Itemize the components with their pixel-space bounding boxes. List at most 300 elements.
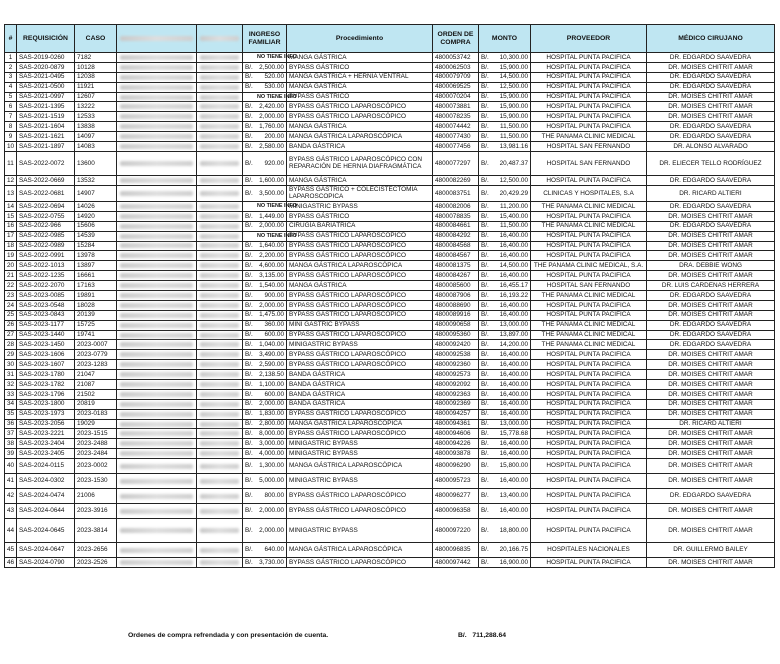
ingreso-amount: 1,830.00	[259, 410, 284, 418]
orden-cell	[433, 300, 479, 310]
orden-cell	[433, 122, 479, 132]
caso-text: 2023-0183	[77, 410, 108, 418]
proveedor-cell	[531, 380, 647, 390]
redacted-block	[200, 479, 239, 484]
caso-cell	[75, 122, 117, 132]
row-number	[5, 519, 17, 543]
medico-cell	[647, 102, 775, 112]
ingreso-currency: B/.	[245, 242, 253, 250]
proveedor-text: HOSPITAL PUNTA PACIFICA	[546, 507, 631, 515]
orden-compra-text: 4800094257	[435, 410, 471, 418]
procedimiento-text: BYPASS GÁSTRICO LAPAROSCÓPICO	[289, 301, 406, 309]
orden-cell	[433, 409, 479, 419]
ingreso-currency: B/.	[245, 492, 253, 500]
procedimiento-text: MANGA GÁSTRICA LAPAROSCÓPICA	[289, 546, 403, 554]
redacted-name-cell	[117, 281, 197, 291]
ingreso-currency: B/.	[245, 360, 253, 368]
ingreso-cell	[243, 489, 287, 504]
requisicion-text: SAS-2023-1440	[19, 331, 65, 339]
redacted-block	[120, 191, 193, 196]
procedimiento-cell	[287, 439, 433, 449]
redacted-name-cell	[117, 399, 197, 409]
procedimiento-cell	[287, 175, 433, 185]
requisicion-text: SAS-2022-966	[19, 222, 61, 230]
medico-cell	[647, 489, 775, 504]
orden-cell	[433, 231, 479, 241]
caso-cell	[75, 102, 117, 112]
table-row	[5, 82, 775, 92]
redacted-id-cell	[197, 320, 243, 330]
row-number	[5, 543, 17, 558]
orden-compra-text: 4800084292	[435, 232, 471, 240]
proveedor-text: THE PANAMA CLINIC MEDICAL	[541, 321, 636, 329]
ingreso-cell	[243, 474, 287, 489]
ingreso-amount: 360.00	[264, 321, 284, 329]
table-row	[5, 504, 775, 519]
caso-cell	[75, 439, 117, 449]
monto-amount: 16,400.00	[499, 301, 528, 309]
monto-amount: 16,400.00	[499, 449, 528, 457]
redacted-name-cell	[117, 92, 197, 102]
procedimiento-cell	[287, 185, 433, 201]
orden-cell	[433, 151, 479, 175]
row-number	[5, 291, 17, 301]
caso-cell	[75, 519, 117, 543]
proveedor-cell	[531, 330, 647, 340]
orden-compra-text: 4800078835	[435, 212, 471, 220]
procedimiento-cell	[287, 142, 433, 152]
redacted-id-cell	[197, 399, 243, 409]
ingreso-cell	[243, 102, 287, 112]
caso-cell	[75, 53, 117, 63]
redacted-block	[120, 362, 193, 367]
row-number	[5, 142, 17, 152]
procedimiento-text: MINIGASTRIC BYPASS	[289, 440, 358, 447]
col-header-redacted-2	[197, 25, 243, 53]
table-row	[5, 489, 775, 504]
proveedor-text: HOSPITAL PUNTA PACIFICA	[546, 176, 631, 184]
orden-compra-text: 4800074442	[435, 122, 471, 130]
row-number-text: 34	[7, 400, 15, 408]
requisicion-text: SAS-2021-1395	[19, 103, 65, 111]
caso-text: 19891	[77, 291, 95, 299]
ingreso-amount: 640.00	[264, 546, 284, 554]
caso-text: 14907	[77, 189, 95, 197]
orden-compra-text: 4800084567	[435, 252, 471, 260]
row-number	[5, 429, 17, 439]
requisicion-cell	[17, 82, 75, 92]
monto-amount: 13,981.16	[499, 142, 528, 150]
ingreso-cell	[243, 72, 287, 82]
row-number	[5, 340, 17, 350]
requisicion-cell	[17, 281, 75, 291]
medico-cell	[647, 310, 775, 320]
procedimiento-cell	[287, 241, 433, 251]
redacted-block	[120, 560, 193, 565]
procedimiento-cell	[287, 370, 433, 380]
proveedor-cell	[531, 399, 647, 409]
table-row	[5, 429, 775, 439]
row-number-text: 42	[7, 492, 15, 500]
redacted-block	[200, 55, 239, 60]
requisicion-text: SAS-2024-0647	[19, 546, 65, 554]
proveedor-text: HOSPITAL PUNTA PACIFICA	[546, 311, 631, 319]
row-number-text: 12	[7, 176, 15, 184]
redacted-name-cell	[117, 489, 197, 504]
proveedor-text: THE PANAMA CLINIC MEDICAL	[541, 331, 636, 339]
redacted-block	[120, 263, 193, 268]
monto-cell	[479, 340, 531, 350]
requisicion-text: SAS-2023-1780	[19, 370, 65, 378]
redacted-block	[200, 372, 239, 377]
redacted-block	[200, 402, 239, 407]
redacted-block	[120, 85, 193, 90]
monto-currency: B/.	[481, 477, 489, 485]
redacted-block	[200, 104, 239, 109]
ingreso-amount: 3,135.00	[259, 271, 284, 279]
requisicion-text: SAS-2022-0991	[19, 252, 65, 260]
caso-cell	[75, 360, 117, 370]
monto-amount: 15,400.00	[499, 212, 528, 220]
redacted-block	[200, 464, 239, 469]
medico-text: DR. ALONSO ALVARADO	[673, 142, 748, 150]
redacted-name-cell	[117, 241, 197, 251]
medico-text: DR. EDGARDO SAAVEDRA	[669, 341, 752, 349]
caso-text: 13897	[77, 261, 95, 269]
row-number	[5, 360, 17, 370]
row-number-text: 3	[8, 73, 13, 81]
medico-text: DR. MOISES CHITRIT AMAR	[668, 360, 753, 368]
ingreso-currency: B/.	[245, 281, 253, 289]
orden-compra-text: 4800093878	[435, 449, 471, 457]
proveedor-cell	[531, 310, 647, 320]
ingreso-currency: B/.	[245, 63, 253, 71]
ingreso-amount: 3,000.00	[259, 440, 284, 447]
requisicion-cell	[17, 62, 75, 72]
orden-cell	[433, 310, 479, 320]
monto-cell	[479, 102, 531, 112]
monto-amount: 16,455.17	[499, 281, 528, 289]
caso-text: 2023-2656	[77, 546, 108, 554]
monto-cell	[479, 350, 531, 360]
row-number-text: 18	[7, 242, 15, 250]
table-row	[5, 449, 775, 459]
caso-text: 21047	[77, 370, 95, 378]
requisicion-cell	[17, 380, 75, 390]
requisicion-text: SAS-2021-0495	[19, 73, 65, 81]
medico-cell	[647, 320, 775, 330]
caso-cell	[75, 291, 117, 301]
requisicion-text: SAS-2022-1013	[19, 261, 65, 269]
caso-cell	[75, 543, 117, 558]
monto-currency: B/.	[481, 360, 489, 368]
ingreso-amount: 800.00	[264, 492, 284, 500]
col-header-ingreso: INGRESO FAMILIAR	[243, 25, 287, 53]
redacted-id-cell	[197, 92, 243, 102]
procedimiento-text: BANDA GÁSTRICA	[289, 370, 346, 378]
col-header-medico: MÉDICO CIRUJANO	[647, 25, 775, 53]
monto-amount: 15,900.00	[499, 103, 528, 111]
procedimiento-cell	[287, 350, 433, 360]
ingreso-cell	[243, 281, 287, 291]
redacted-id-cell	[197, 185, 243, 201]
requisicion-cell	[17, 132, 75, 142]
proveedor-cell	[531, 340, 647, 350]
redacted-id-cell	[197, 72, 243, 82]
ingreso-cell	[243, 504, 287, 519]
ingreso-cell	[243, 92, 297, 102]
medico-text: DR. MOISES CHITRIT AMAR	[668, 430, 753, 438]
table-row	[5, 261, 775, 271]
ingreso-amount: 1,540.00	[259, 281, 284, 289]
requisicion-text: SAS-2023-1800	[19, 400, 65, 408]
table-row	[5, 185, 775, 201]
ingreso-cell	[243, 122, 287, 132]
proveedor-text: HOSPITAL PUNTA PACIFICA	[546, 112, 631, 120]
ingreso-cell	[243, 142, 287, 152]
requisicion-text: SAS-2024-0644	[19, 507, 65, 515]
medico-cell	[647, 350, 775, 360]
medico-text: DR. MOISES CHITRIT AMAR	[668, 526, 753, 534]
procedimiento-cell	[287, 330, 433, 340]
medico-text: DR. EDGARDO SAAVEDRA	[669, 222, 752, 230]
orden-compra-text: 4800084267	[435, 271, 471, 279]
requisicion-cell	[17, 201, 75, 211]
redacted-block	[200, 509, 239, 514]
monto-amount: 16,400.00	[499, 271, 528, 279]
proveedor-text: HOSPITAL PUNTA PACIFICA	[546, 73, 631, 81]
redacted-name-cell	[117, 340, 197, 350]
monto-cell	[479, 241, 531, 251]
ingreso-currency: B/.	[245, 252, 253, 260]
redacted-block	[120, 204, 193, 209]
procedimiento-cell	[287, 291, 433, 301]
redacted-name-cell	[117, 504, 197, 519]
procedimiento-cell	[287, 62, 433, 72]
table-row	[5, 291, 775, 301]
redacted-block	[200, 560, 239, 565]
redacted-block	[200, 263, 239, 268]
medico-text: DR. MOISES CHITRIT AMAR	[668, 380, 753, 388]
caso-text: 11921	[77, 83, 95, 91]
proveedor-cell	[531, 122, 647, 132]
row-number-text: 38	[7, 440, 15, 447]
row-number	[5, 459, 17, 474]
caso-cell	[75, 489, 117, 504]
table-row	[5, 558, 775, 568]
monto-amount: 16,400.00	[499, 380, 528, 388]
caso-text: 12533	[77, 112, 95, 120]
monto-currency: B/.	[481, 252, 489, 260]
monto-amount: 16,400.00	[499, 390, 528, 398]
caso-text: 15725	[77, 321, 95, 329]
ingreso-currency: B/.	[245, 291, 253, 299]
monto-cell	[479, 221, 531, 231]
redacted-block	[200, 313, 239, 318]
row-number-text: 32	[7, 380, 15, 388]
redacted-block	[120, 144, 193, 149]
redacted-id-cell	[197, 241, 243, 251]
redacted-block	[120, 479, 193, 484]
requisicion-text: SAS-2022-1235	[19, 271, 65, 279]
ingreso-amount: 2,800.00	[259, 420, 284, 428]
medico-cell	[647, 504, 775, 519]
redacted-id-cell	[197, 380, 243, 390]
proveedor-text: HOSPITAL PUNTA PACIFICA	[546, 462, 631, 470]
medico-cell	[647, 360, 775, 370]
ingreso-currency: B/.	[245, 462, 253, 470]
proveedor-cell	[531, 201, 647, 211]
redacted-name-cell	[117, 474, 197, 489]
row-number-text: 29	[7, 350, 15, 358]
redacted-block	[120, 273, 193, 278]
requisicion-cell	[17, 142, 75, 152]
procedimiento-cell	[287, 489, 433, 504]
redacted-block	[120, 494, 193, 499]
requisicion-text: SAS-2019-0260	[19, 53, 65, 61]
proveedor-cell	[531, 320, 647, 330]
ingreso-amount: 2,500.00	[259, 63, 284, 71]
row-number	[5, 310, 17, 320]
orden-cell	[433, 102, 479, 112]
caso-text: 15284	[77, 242, 95, 250]
caso-text: 20819	[77, 400, 95, 408]
procurement-table-sheet	[4, 24, 774, 568]
ingreso-currency: B/.	[245, 122, 253, 130]
procedimiento-text: BYPASS GÁSTRICO LAPAROSCÓPICO	[289, 507, 406, 515]
row-number-text: 39	[7, 449, 15, 457]
orden-compra-text: 4800092360	[435, 360, 471, 368]
row-number-text: 1	[8, 53, 13, 61]
col-header-monto: MONTO	[479, 25, 531, 53]
table-row	[5, 231, 775, 241]
redacted-id-cell	[197, 558, 243, 568]
monto-cell	[479, 82, 531, 92]
medico-cell	[647, 132, 775, 142]
monto-amount: 15,900.00	[499, 93, 528, 101]
requisicion-text: SAS-2023-1177	[19, 321, 65, 329]
monto-currency: B/.	[481, 222, 489, 230]
proveedor-text: HOSPITAL PUNTA PACIFICA	[546, 380, 631, 388]
redacted-block	[200, 191, 239, 196]
procedimiento-cell	[287, 251, 433, 261]
monto-amount: 14,500.00	[499, 261, 528, 269]
redacted-block	[120, 528, 193, 533]
redacted-block	[120, 352, 193, 357]
procedimiento-cell	[287, 122, 433, 132]
row-number-text: 10	[7, 142, 15, 150]
monto-cell	[479, 310, 531, 320]
caso-cell	[75, 132, 117, 142]
proveedor-text: HOSPITAL PUNTA PACIFICA	[546, 477, 631, 485]
table-row	[5, 53, 775, 63]
orden-compra-text: 4800090658	[435, 321, 471, 329]
monto-currency: B/.	[481, 271, 489, 279]
redacted-block	[200, 85, 239, 90]
requisicion-cell	[17, 261, 75, 271]
monto-amount: 13,897.00	[499, 331, 528, 339]
monto-cell	[479, 419, 531, 429]
ingreso-cell	[243, 261, 287, 271]
ingreso-amount: 2,138.50	[259, 370, 284, 378]
caso-text: 2023-2488	[77, 440, 108, 447]
orden-cell	[433, 504, 479, 519]
medico-cell	[647, 211, 775, 221]
orden-compra-text: 4800094606	[435, 430, 471, 438]
redacted-id-cell	[197, 112, 243, 122]
proveedor-cell	[531, 112, 647, 122]
row-number-text: 26	[7, 321, 15, 329]
medico-cell	[647, 340, 775, 350]
redacted-id-cell	[197, 389, 243, 399]
row-number-text: 9	[8, 132, 13, 140]
monto-currency: B/.	[481, 232, 489, 240]
medico-cell	[647, 251, 775, 261]
orden-compra-text: 4800079709	[435, 73, 471, 81]
caso-cell	[75, 320, 117, 330]
redacted-block	[120, 333, 193, 338]
orden-cell	[433, 251, 479, 261]
caso-text: 2023-1515	[77, 430, 108, 438]
footer-note: Ordenes de compra refrendada y con presentación de cuenta.	[128, 632, 329, 639]
requisicion-cell	[17, 241, 75, 251]
procedimiento-text: MANGA GÁSTRICA + HERNIA VENTRAL	[289, 73, 409, 81]
proveedor-text: HOSPITAL PUNTA PACIFICA	[546, 360, 631, 368]
redacted-block	[120, 75, 193, 80]
proveedor-text: HOSPITAL PUNTA PACIFICA	[546, 370, 631, 378]
ingreso-currency: B/.	[245, 103, 253, 111]
monto-cell	[479, 449, 531, 459]
monto-amount: 16,400.00	[499, 477, 528, 485]
row-number	[5, 62, 17, 72]
procedimiento-text: BYPASS GÁSTRICO LAPAROSCÓPICO	[289, 410, 406, 418]
redacted-block	[120, 372, 193, 377]
procedimiento-cell	[287, 221, 433, 231]
orden-compra-text: 4800070204	[435, 93, 471, 101]
orden-compra-text: 4800087906	[435, 291, 471, 299]
orden-cell	[433, 211, 479, 221]
monto-amount: 16,400.00	[499, 360, 528, 368]
monto-currency: B/.	[481, 73, 489, 81]
caso-text: 18028	[77, 301, 95, 309]
caso-cell	[75, 201, 117, 211]
requisicion-cell	[17, 429, 75, 439]
ingreso-amount: 600.00	[264, 390, 284, 398]
ingreso-currency: B/.	[245, 189, 253, 197]
redacted-id-cell	[197, 221, 243, 231]
surgery-procurement-table	[4, 24, 775, 568]
ingreso-amount: 520.00	[264, 73, 284, 81]
redacted-name-cell	[117, 449, 197, 459]
row-number	[5, 489, 17, 504]
redacted-name-cell	[117, 151, 197, 175]
redacted-name-cell	[117, 519, 197, 543]
medico-text: DR. ELIECER TELLO RODRÍGUEZ	[659, 159, 762, 167]
table-row	[5, 399, 775, 409]
ingreso-cell	[243, 231, 297, 241]
row-number	[5, 82, 17, 92]
medico-cell	[647, 419, 775, 429]
medico-text: DR. RICARD ALTIERI	[679, 420, 742, 428]
requisicion-text: SAS-2023-1607	[19, 360, 65, 368]
redacted-name-cell	[117, 132, 197, 142]
medico-text: DR. MOISES CHITRIT AMAR	[668, 271, 753, 279]
redacted-id-cell	[197, 459, 243, 474]
table-row	[5, 360, 775, 370]
medico-cell	[647, 449, 775, 459]
requisicion-text: SAS-2021-0500	[19, 83, 65, 91]
proveedor-cell	[531, 241, 647, 251]
